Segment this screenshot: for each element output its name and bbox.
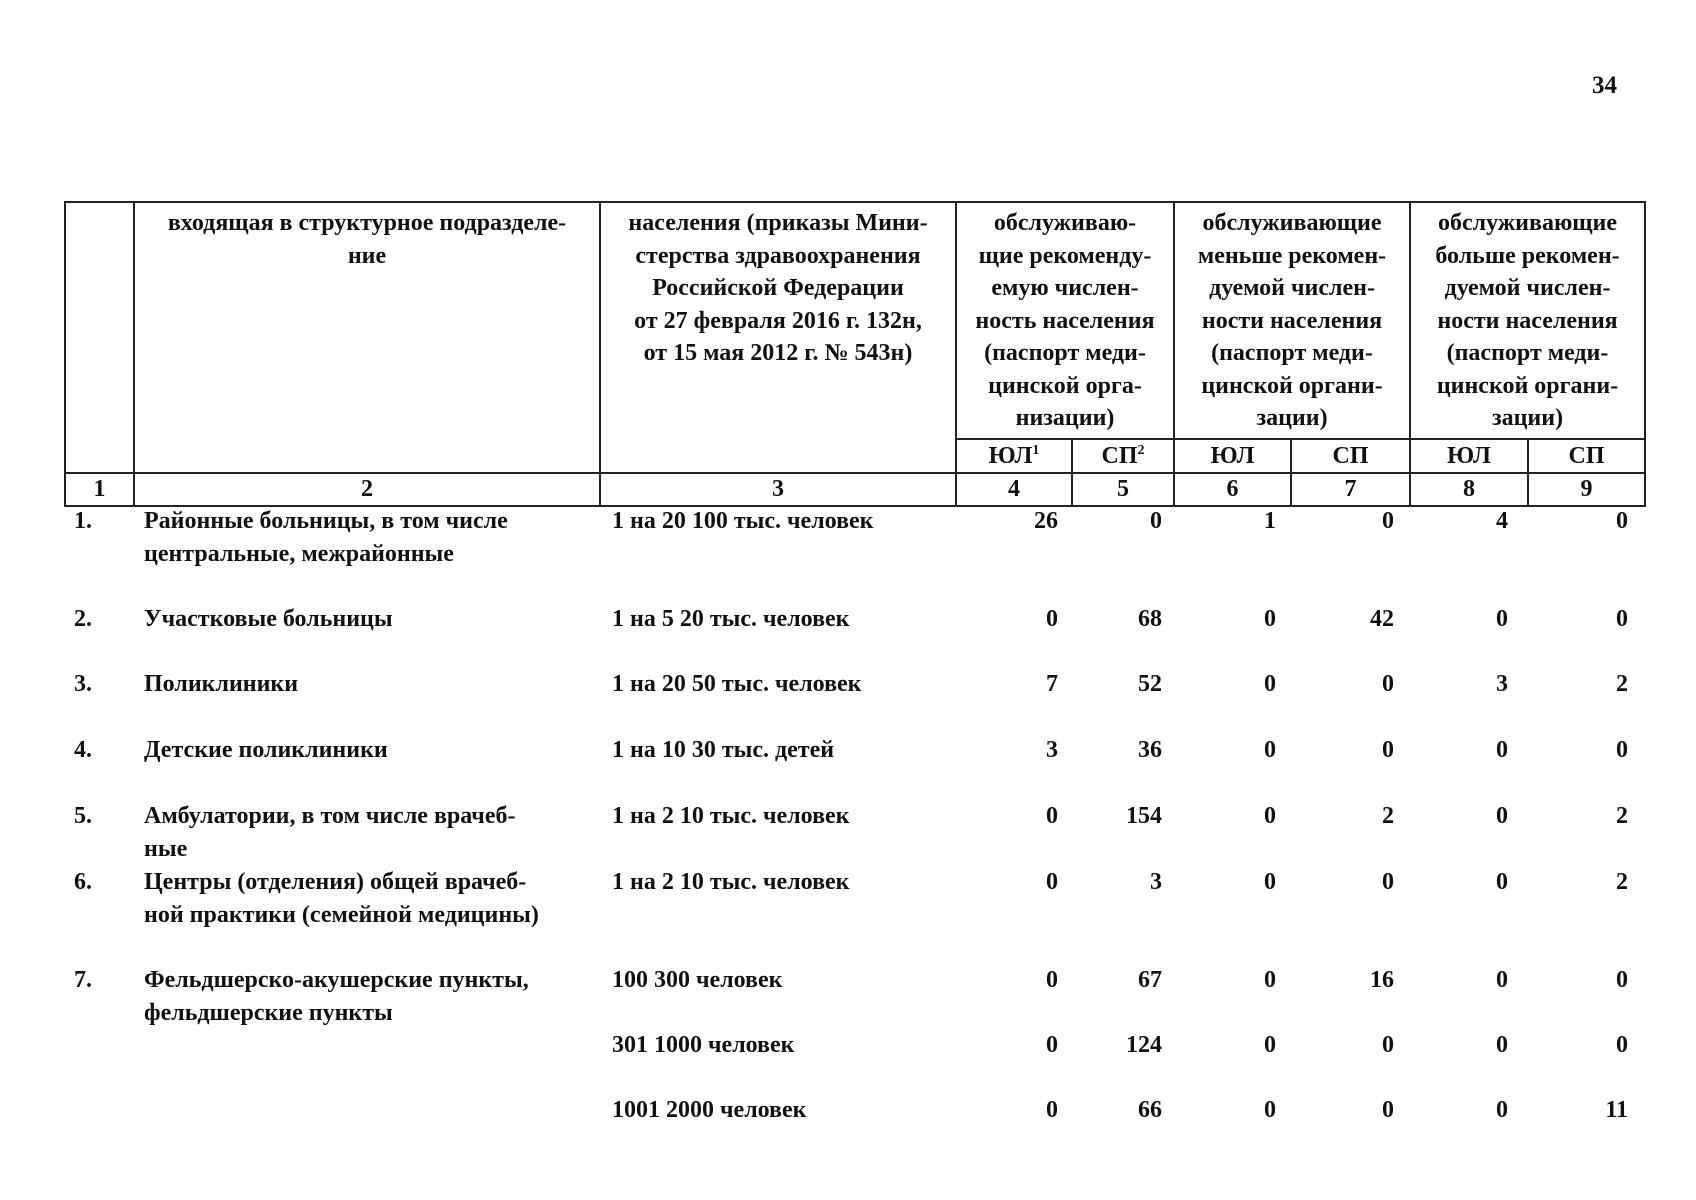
row-norm: 1 на 5 20 тыс. человек bbox=[612, 606, 850, 632]
row-number: 7. bbox=[74, 967, 92, 993]
row-name: Районные больницы, в том числе центральные, межрайонные bbox=[144, 508, 508, 567]
row-norm: 100 300 человек bbox=[612, 967, 783, 993]
row-value-col8: 0 bbox=[1496, 967, 1508, 993]
row-value-col9: 2 bbox=[1616, 869, 1628, 895]
row-norm: 1 на 20 100 тыс. человек bbox=[612, 508, 874, 534]
row-value-col9: 11 bbox=[1605, 1097, 1628, 1123]
page-number: 34 bbox=[1592, 72, 1617, 99]
row-value-col6: 0 bbox=[1264, 671, 1276, 697]
row-value-col5: 154 bbox=[1126, 803, 1162, 829]
header-col1-cell bbox=[65, 202, 134, 473]
row-value-col8: 0 bbox=[1496, 737, 1508, 763]
row-value-col8: 0 bbox=[1496, 606, 1508, 632]
row-value-col7: 0 bbox=[1382, 508, 1394, 534]
header-col89: обслуживающие больше рекомен- дуемой числен- ности населения (паспорт меди- цинской органи- зации) bbox=[1410, 202, 1645, 439]
row-value-col7: 16 bbox=[1370, 967, 1394, 993]
row-value-col9: 0 bbox=[1616, 606, 1628, 632]
column-number: 4 bbox=[956, 473, 1072, 506]
row-value-col4: 0 bbox=[1046, 869, 1058, 895]
row-name: Центры (отделения) общей врачеб- ной практики (семейной медицины) bbox=[144, 869, 539, 928]
header-col3: населения (приказы Мини- стерства здравоохранения Российской Федерации от 27 февраля 2016 г. 132н, от 15 мая 2012 г. № 543н) bbox=[600, 202, 956, 473]
row-value-col4: 7 bbox=[1046, 671, 1058, 697]
row-name: Участковые больницы bbox=[144, 606, 393, 632]
row-value-col5: 3 bbox=[1150, 869, 1162, 895]
header-sub-sp-5: $СП^2$ bbox=[1072, 439, 1174, 473]
row-norm: 1 на 20 50 тыс. человек bbox=[612, 671, 862, 697]
row-name: Поликлиники bbox=[144, 671, 299, 697]
row-value-col9: 0 bbox=[1616, 967, 1628, 993]
row-value-col6: 0 bbox=[1264, 869, 1276, 895]
row-number: 5. bbox=[74, 803, 92, 829]
row-norm: 1001 2000 человек bbox=[612, 1097, 807, 1123]
header-col45: обслуживаю- щие рекоменду- емую числен- ность населения (паспорт меди- цинской орга- низации) bbox=[956, 202, 1174, 439]
row-norm: 1 на 2 10 тыс. человек bbox=[612, 803, 850, 829]
row-value-col9: 2 bbox=[1616, 803, 1628, 829]
row-value-col5: 66 bbox=[1138, 1097, 1162, 1123]
header-sub-sp-9: СП bbox=[1528, 439, 1645, 473]
column-number: 2 bbox=[134, 473, 600, 506]
row-value-col8: 4 bbox=[1496, 508, 1508, 534]
column-number: 3 bbox=[600, 473, 956, 506]
header-col67: обслуживающие меньше рекомен- дуемой числен- ности населения (паспорт меди- цинской органи- зации) bbox=[1174, 202, 1410, 439]
column-number: 5 bbox=[1072, 473, 1174, 506]
row-value-col4: 0 bbox=[1046, 803, 1058, 829]
row-norm: 301 1000 человек bbox=[612, 1032, 795, 1058]
header-sub-yul-6: ЮЛ bbox=[1174, 439, 1291, 473]
row-value-col9: 0 bbox=[1616, 737, 1628, 763]
row-value-col7: 2 bbox=[1382, 803, 1394, 829]
row-value-col8: 0 bbox=[1496, 803, 1508, 829]
row-norm: 1 на 10 30 тыс. детей bbox=[612, 737, 835, 763]
row-value-col7: 0 bbox=[1382, 1097, 1394, 1123]
row-value-col5: 68 bbox=[1138, 606, 1162, 632]
row-value-col8: 0 bbox=[1496, 869, 1508, 895]
header-sub-yul-4: $ЮЛ^1$ bbox=[956, 439, 1072, 473]
row-value-col8: 3 bbox=[1496, 671, 1508, 697]
column-number: 9 bbox=[1528, 473, 1645, 506]
row-value-col4: 0 bbox=[1046, 1097, 1058, 1123]
row-value-col5: 52 bbox=[1138, 671, 1162, 697]
row-number: 1. bbox=[74, 508, 92, 534]
column-number: 8 bbox=[1410, 473, 1528, 506]
row-name: Амбулатории, в том числе врачеб- ные bbox=[144, 803, 516, 862]
row-value-col9: 2 bbox=[1616, 671, 1628, 697]
row-value-col7: 0 bbox=[1382, 737, 1394, 763]
row-value-col7: 0 bbox=[1382, 671, 1394, 697]
row-value-col7: 0 bbox=[1382, 869, 1394, 895]
row-value-col4: 0 bbox=[1046, 606, 1058, 632]
column-number: 6 bbox=[1174, 473, 1291, 506]
row-value-col6: 0 bbox=[1264, 967, 1276, 993]
row-number: 6. bbox=[74, 869, 92, 895]
row-value-col6: 0 bbox=[1264, 1097, 1276, 1123]
row-value-col9: 0 bbox=[1616, 508, 1628, 534]
header-sub-sp-7: СП bbox=[1291, 439, 1410, 473]
row-value-col5: 67 bbox=[1138, 967, 1162, 993]
row-norm: 1 на 2 10 тыс. человек bbox=[612, 869, 850, 895]
header-col2: входящая в структурное подразделе- ние bbox=[134, 202, 600, 473]
row-value-col7: 42 bbox=[1370, 606, 1394, 632]
row-value-col4: 0 bbox=[1046, 1032, 1058, 1058]
row-value-col6: 1 bbox=[1264, 508, 1276, 534]
row-value-col6: 0 bbox=[1264, 737, 1276, 763]
row-number: 4. bbox=[74, 737, 92, 763]
row-name: Детские поликлиники bbox=[144, 737, 388, 763]
row-value-col6: 0 bbox=[1264, 1032, 1276, 1058]
row-value-col4: 26 bbox=[1034, 508, 1058, 534]
row-value-col7: 0 bbox=[1382, 1032, 1394, 1058]
row-value-col8: 0 bbox=[1496, 1097, 1508, 1123]
row-value-col6: 0 bbox=[1264, 606, 1276, 632]
column-number: 1 bbox=[65, 473, 134, 506]
header-sub-yul-8: ЮЛ bbox=[1410, 439, 1528, 473]
row-value-col6: 0 bbox=[1264, 803, 1276, 829]
row-value-col5: 124 bbox=[1126, 1032, 1162, 1058]
row-number: 3. bbox=[74, 671, 92, 697]
row-value-col4: 3 bbox=[1046, 737, 1058, 763]
row-name: Фельдшерско-акушерские пункты, фельдшерские пункты bbox=[144, 967, 529, 1026]
row-value-col9: 0 bbox=[1616, 1032, 1628, 1058]
row-value-col8: 0 bbox=[1496, 1032, 1508, 1058]
column-number: 7 bbox=[1291, 473, 1410, 506]
row-value-col5: 0 bbox=[1150, 508, 1162, 534]
table-header bbox=[64, 201, 1646, 507]
row-value-col5: 36 bbox=[1138, 737, 1162, 763]
row-number: 2. bbox=[74, 606, 92, 632]
row-value-col4: 0 bbox=[1046, 967, 1058, 993]
